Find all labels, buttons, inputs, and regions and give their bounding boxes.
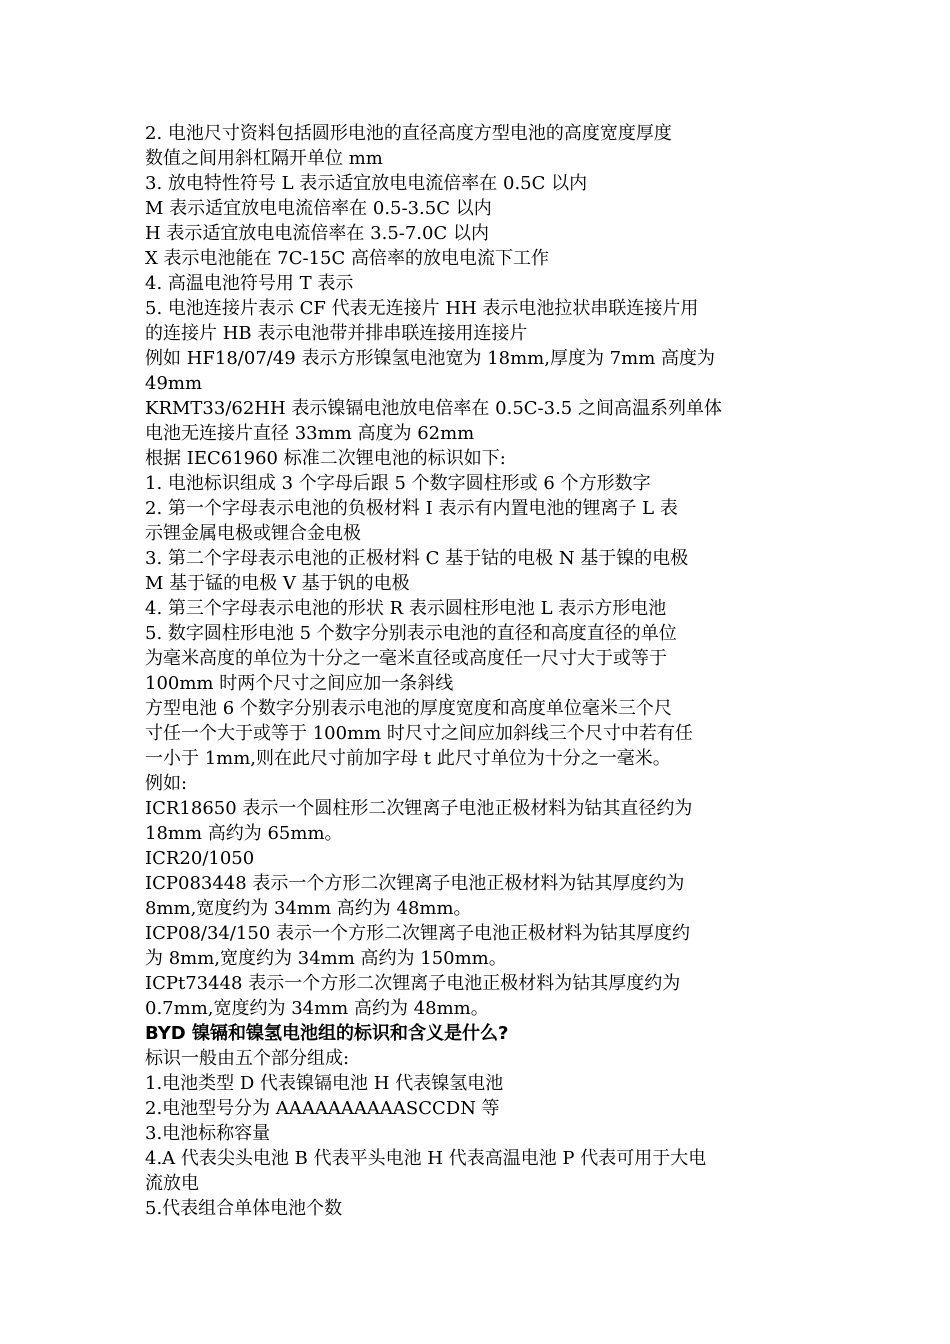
- text-line: 为毫米高度的单位为十分之一毫米直径或高度任一尺寸大于或等于: [145, 648, 667, 669]
- text-line: ICPt73448 表示一个方形二次锂离子电池正极材料为钴其厚度约为: [145, 973, 681, 994]
- section-heading: BYD 镍镉和镍氢电池组的标识和含义是什么?: [145, 1023, 509, 1044]
- text-line: 18mm 高约为 65mm。: [145, 823, 343, 844]
- text-line: 4. 第三个字母表示电池的形状 R 表示圆柱形电池 L 表示方形电池: [145, 598, 667, 619]
- text-line: 5. 电池连接片表示 CF 代表无连接片 HH 表示电池拉状串联连接片用: [145, 298, 699, 319]
- text-line: M 表示适宜放电电流倍率在 0.5-3.5C 以内: [145, 198, 492, 219]
- text-line: 8mm,宽度约为 34mm 高约为 48mm。: [145, 898, 472, 919]
- document-page: [145, 121, 810, 1221]
- text-line: 2. 第一个字母表示电池的负极材料 I 表示有内置电池的锂离子 L 表: [145, 498, 678, 519]
- text-line: 寸任一个大于或等于 100mm 时尺寸之间应加斜线三个尺寸中若有任: [145, 723, 693, 744]
- text-line: 3.电池标称容量: [145, 1123, 271, 1144]
- text-line: 5.代表组合单体电池个数: [145, 1198, 343, 1219]
- text-line: 示锂金属电极或锂合金电极: [145, 523, 361, 544]
- text-line: KRMT33/62HH 表示镍镉电池放电倍率在 0.5C-3.5 之间高温系列单体: [145, 398, 722, 419]
- text-line: X 表示电池能在 7C-15C 高倍率的放电电流下工作: [145, 248, 549, 269]
- text-line: 例如:: [145, 773, 188, 794]
- text-line: ICP083448 表示一个方形二次锂离子电池正极材料为钴其厚度约为: [145, 873, 685, 894]
- text-line: 例如 HF18/07/49 表示方形镍氢电池宽为 18mm,厚度为 7mm 高度为: [145, 348, 715, 369]
- text-line: 4. 高温电池符号用 T 表示: [145, 273, 354, 294]
- text-line: 方型电池 6 个数字分别表示电池的厚度宽度和高度单位毫米三个尺: [145, 698, 672, 719]
- text-line: 一小于 1mm,则在此尺寸前加字母 t 此尺寸单位为十分之一毫米。: [145, 748, 671, 769]
- text-line: 5. 数字圆柱形电池 5 个数字分别表示电池的直径和高度直径的单位: [145, 623, 677, 644]
- text-line: 数值之间用斜杠隔开单位 mm: [145, 148, 383, 169]
- text-line: 为 8mm,宽度约为 34mm 高约为 150mm。: [145, 948, 507, 969]
- text-line: 3. 第二个字母表示电池的正极材料 C 基于钴的电极 N 基于镍的电极: [145, 548, 689, 569]
- text-line: ICR18650 表示一个圆柱形二次锂离子电池正极材料为钴其直径约为: [145, 798, 693, 819]
- text-line: 的连接片 HB 表示电池带并排串联连接用连接片: [145, 323, 528, 344]
- text-line: 2.电池型号分为 AAAAAAAAAASCCDN 等: [145, 1098, 500, 1119]
- text-line: 100mm 时两个尺寸之间应加一条斜线: [145, 673, 454, 694]
- text-line: 2. 电池尺寸资料包括圆形电池的直径高度方型电池的高度宽度厚度: [145, 123, 672, 144]
- text-line: 0.7mm,宽度约为 34mm 高约为 48mm。: [145, 998, 489, 1019]
- text-line: 流放电: [145, 1173, 199, 1194]
- text-line: 根据 IEC61960 标准二次锂电池的标识如下:: [145, 448, 506, 469]
- text-line: 标识一般由五个部分组成:: [145, 1048, 350, 1069]
- text-line: ICP08/34/150 表示一个方形二次锂离子电池正极材料为钴其厚度约: [145, 923, 691, 944]
- text-line: ICR20/1050: [145, 848, 255, 869]
- text-line: 1.电池类型 D 代表镍镉电池 H 代表镍氢电池: [145, 1073, 504, 1094]
- text-line: 电池无连接片直径 33mm 高度为 62mm: [145, 423, 475, 444]
- text-line: 49mm: [145, 373, 203, 394]
- text-line: M 基于锰的电极 V 基于钒的电极: [145, 573, 410, 594]
- text-line: 4.A 代表尖头电池 B 代表平头电池 H 代表高温电池 P 代表可用于大电: [145, 1148, 707, 1169]
- text-line: 3. 放电特性符号 L 表示适宜放电电流倍率在 0.5C 以内: [145, 173, 588, 194]
- text-line: 1. 电池标识组成 3 个字母后跟 5 个数字圆柱形或 6 个方形数字: [145, 473, 651, 494]
- text-line: H 表示适宜放电电流倍率在 3.5-7.0C 以内: [145, 223, 489, 244]
